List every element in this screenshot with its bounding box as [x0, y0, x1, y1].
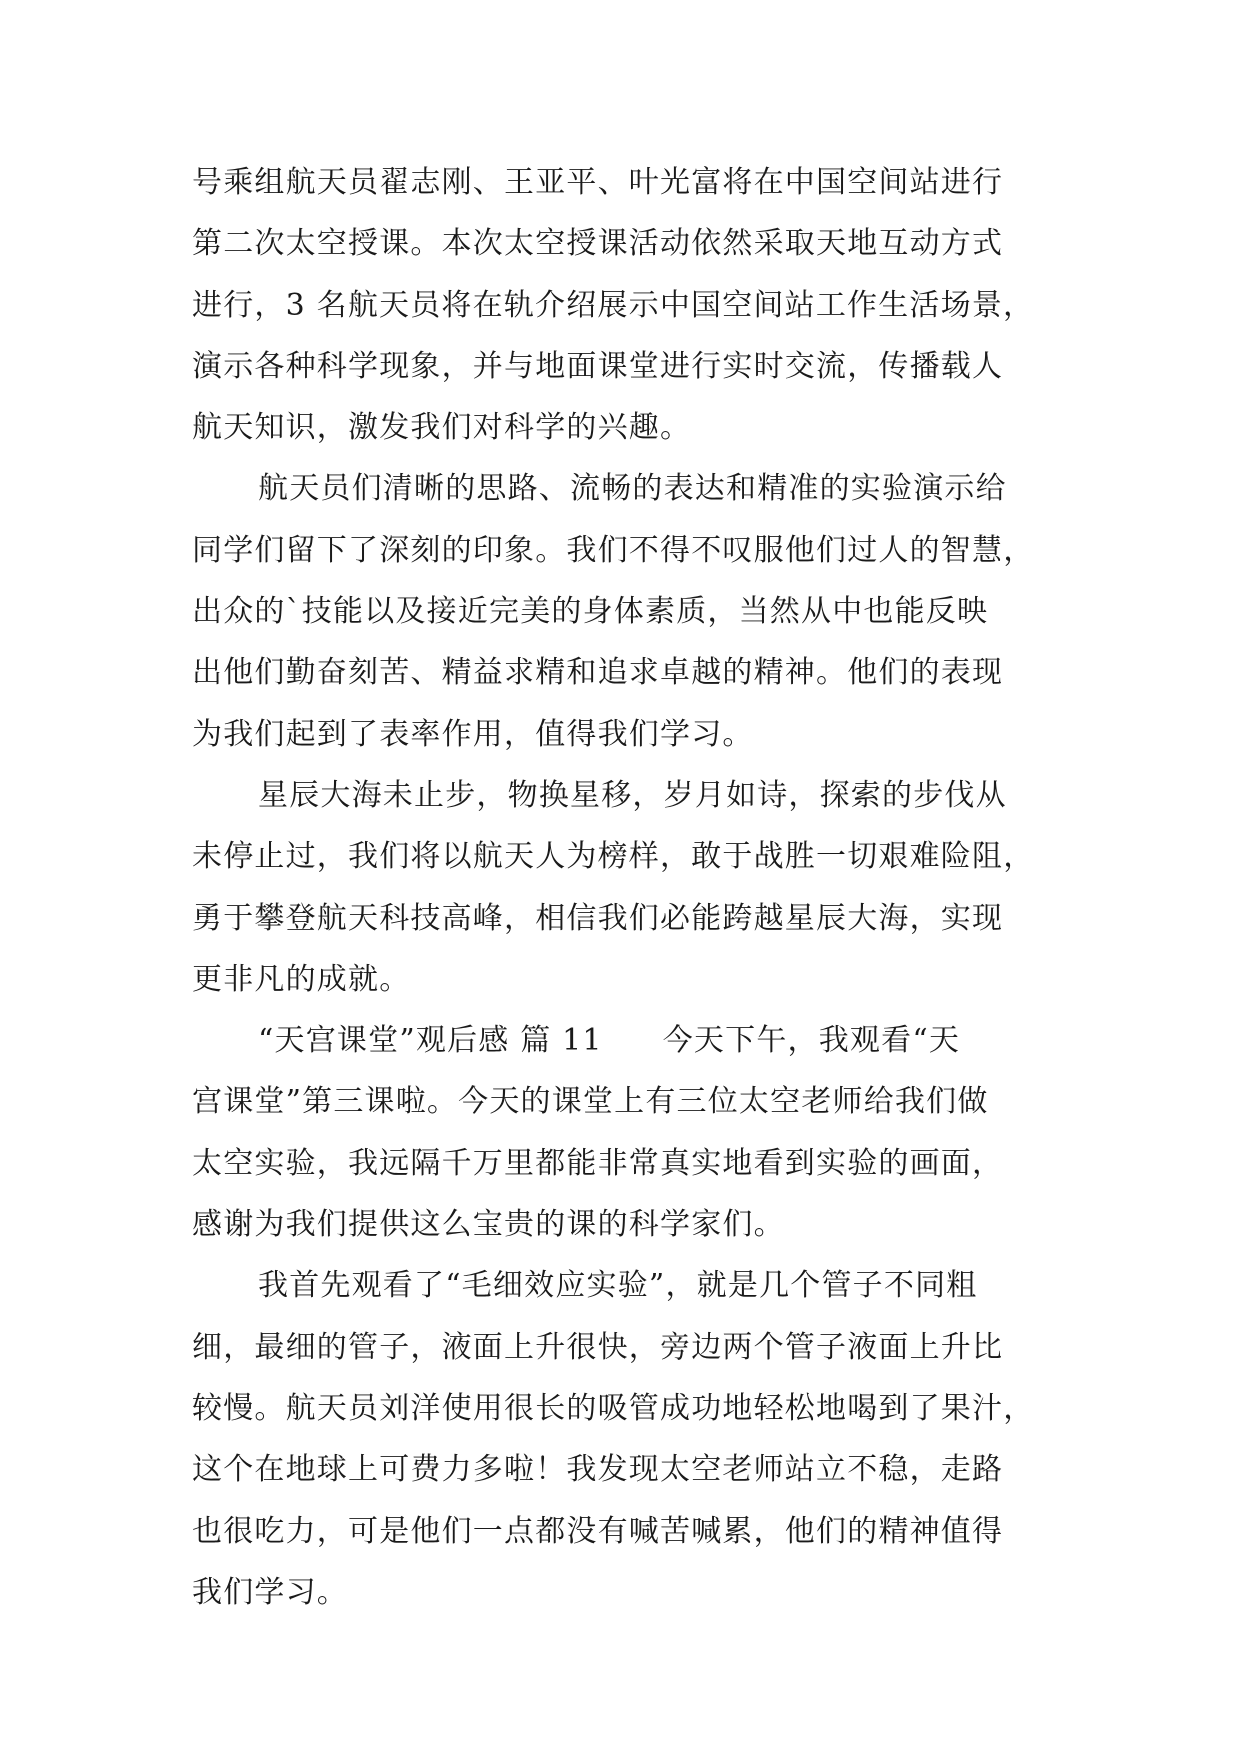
text-line: 也很吃力，可是他们一点都没有喊苦喊累，他们的精神值得: [192, 1513, 1004, 1549]
text-line: 星辰大海未止步，物换星移，岁月如诗，探索的步伐从: [258, 777, 1007, 813]
paragraph-5: [192, 1255, 1074, 1623]
text-line: 演示各种科学现象，并与地面课堂进行实时交流，传播载人: [192, 348, 1004, 384]
text-line: 出众的`技能以及接近完美的身体素质，当然从中也能反映: [192, 594, 989, 630]
text-line: 航天知识，激发我们对科学的兴趣。: [192, 410, 692, 446]
paragraph-2: [192, 458, 1074, 764]
text-line: 我们学习。: [192, 1574, 348, 1610]
text-line: 宫课堂”第三课啦。今天的课堂上有三位太空老师给我们做: [192, 1084, 989, 1120]
text-line: 进行，3 名航天员将在轨介绍展示中国空间站工作生活场景，: [192, 287, 1035, 323]
text-line: 较慢。航天员刘洋使用很长的吸管成功地轻松地喝到了果汁，: [192, 1390, 1035, 1426]
document-body: [192, 152, 1074, 1623]
paragraph-1: [192, 152, 1074, 458]
text-line: 同学们留下了深刻的印象。我们不得不叹服他们过人的智慧，: [192, 532, 1035, 568]
text-line: 勇于攀登航天科技高峰，相信我们必能跨越星辰大海，实现: [192, 900, 1004, 936]
text-line: 感谢为我们提供这么宝贵的课的科学家们。: [192, 1207, 785, 1243]
text-line: 为我们起到了表率作用，值得我们学习。: [192, 716, 754, 752]
text-line: 太空实验，我远隔千万里都能非常真实地看到实验的画面，: [192, 1145, 1004, 1181]
text-line: 航天员们清晰的思路、流畅的表达和精准的实验演示给: [258, 471, 1007, 507]
text-line: 出他们勤奋刻苦、精益求精和追求卓越的精神。他们的表现: [192, 655, 1004, 691]
paragraph-4: [192, 1010, 1074, 1255]
text-line: 我首先观看了“毛细效应实验”，就是几个管子不同粗: [258, 1268, 978, 1304]
text-line: 细，最细的管子，液面上升很快，旁边两个管子液面上升比: [192, 1329, 1004, 1365]
text-line: 更非凡的成就。: [192, 961, 411, 997]
text-line: 第二次太空授课。本次太空授课活动依然采取天地互动方式: [192, 226, 1004, 262]
text-line: 这个在地球上可费力多啦！我发现太空老师站立不稳，走路: [192, 1452, 1004, 1488]
paragraph-3: [192, 765, 1074, 1010]
text-line: 号乘组航天员翟志刚、王亚平、叶光富将在中国空间站进行: [192, 165, 1004, 200]
paragraph-lead: 今天下午，我观看“天: [662, 1023, 961, 1059]
section-heading: “天宫课堂”观后感 篇 11: [258, 1023, 603, 1059]
section-heading-line: [192, 1010, 1074, 1071]
text-line: 未停止过，我们将以航天人为榜样，敢于战胜一切艰难险阻，: [192, 839, 1035, 875]
